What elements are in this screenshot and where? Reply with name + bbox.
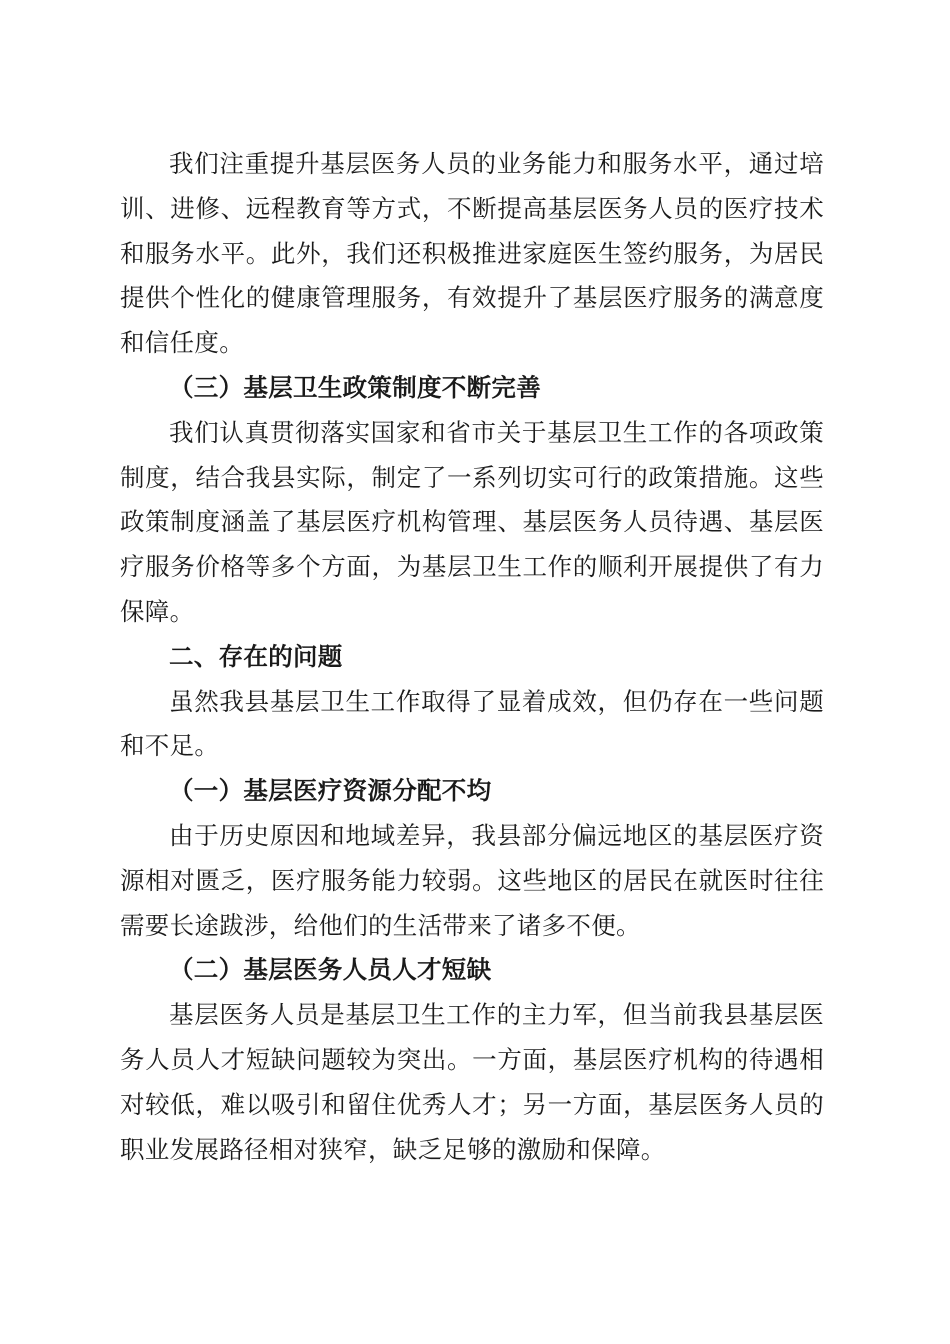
section-heading-problems: 二、存在的问题 <box>169 641 343 671</box>
subheading-resource-imbalance: （一）基层医疗资源分配不均 <box>169 776 492 806</box>
paragraph-problems-intro: 虽然我县基层卫生工作取得了显着成效，但仍存在一些问题和不足。 <box>120 686 824 761</box>
paragraph-policy: 我们认真贯彻落实国家和省市关于基层卫生工作的各项政策制度，结合我县实际，制定了一系列切实可行的政策措施。这些政策制度涵盖了基层医疗机构管理、基层医务人员待遇、基层医疗服务价格等多个方面，为基层卫生工作的顺利开展提供了有力保障。 <box>120 417 824 626</box>
document-body <box>120 142 824 1172</box>
subheading-talent-shortage: （二）基层医务人员人才短缺 <box>169 955 492 985</box>
paragraph-training: 我们注重提升基层医务人员的业务能力和服务水平，通过培训、进修、远程教育等方式，不断提高基层医务人员的医疗技术和服务水平。此外，我们还积极推进家庭医生签约服务，为居民提供个性化的健康管理服务，有效提升了基层医疗服务的满意度和信任度。 <box>120 149 824 358</box>
paragraph-talent-shortage: 基层医务人员是基层卫生工作的主力军，但当前我县基层医务人员人才短缺问题较为突出。一方面，基层医疗机构的待遇相对较低，难以吸引和留住优秀人才；另一方面，基层医务人员的职业发展路径相对狭窄，缺乏足够的激励和保障。 <box>120 1000 824 1164</box>
subheading-policy-improvement: （三）基层卫生政策制度不断完善 <box>169 372 541 402</box>
paragraph-resource-imbalance: 由于历史原因和地域差异，我县部分偏远地区的基层医疗资源相对匮乏，医疗服务能力较弱。这些地区的居民在就医时往往需要长途跋涉，给他们的生活带来了诸多不便。 <box>120 820 824 940</box>
